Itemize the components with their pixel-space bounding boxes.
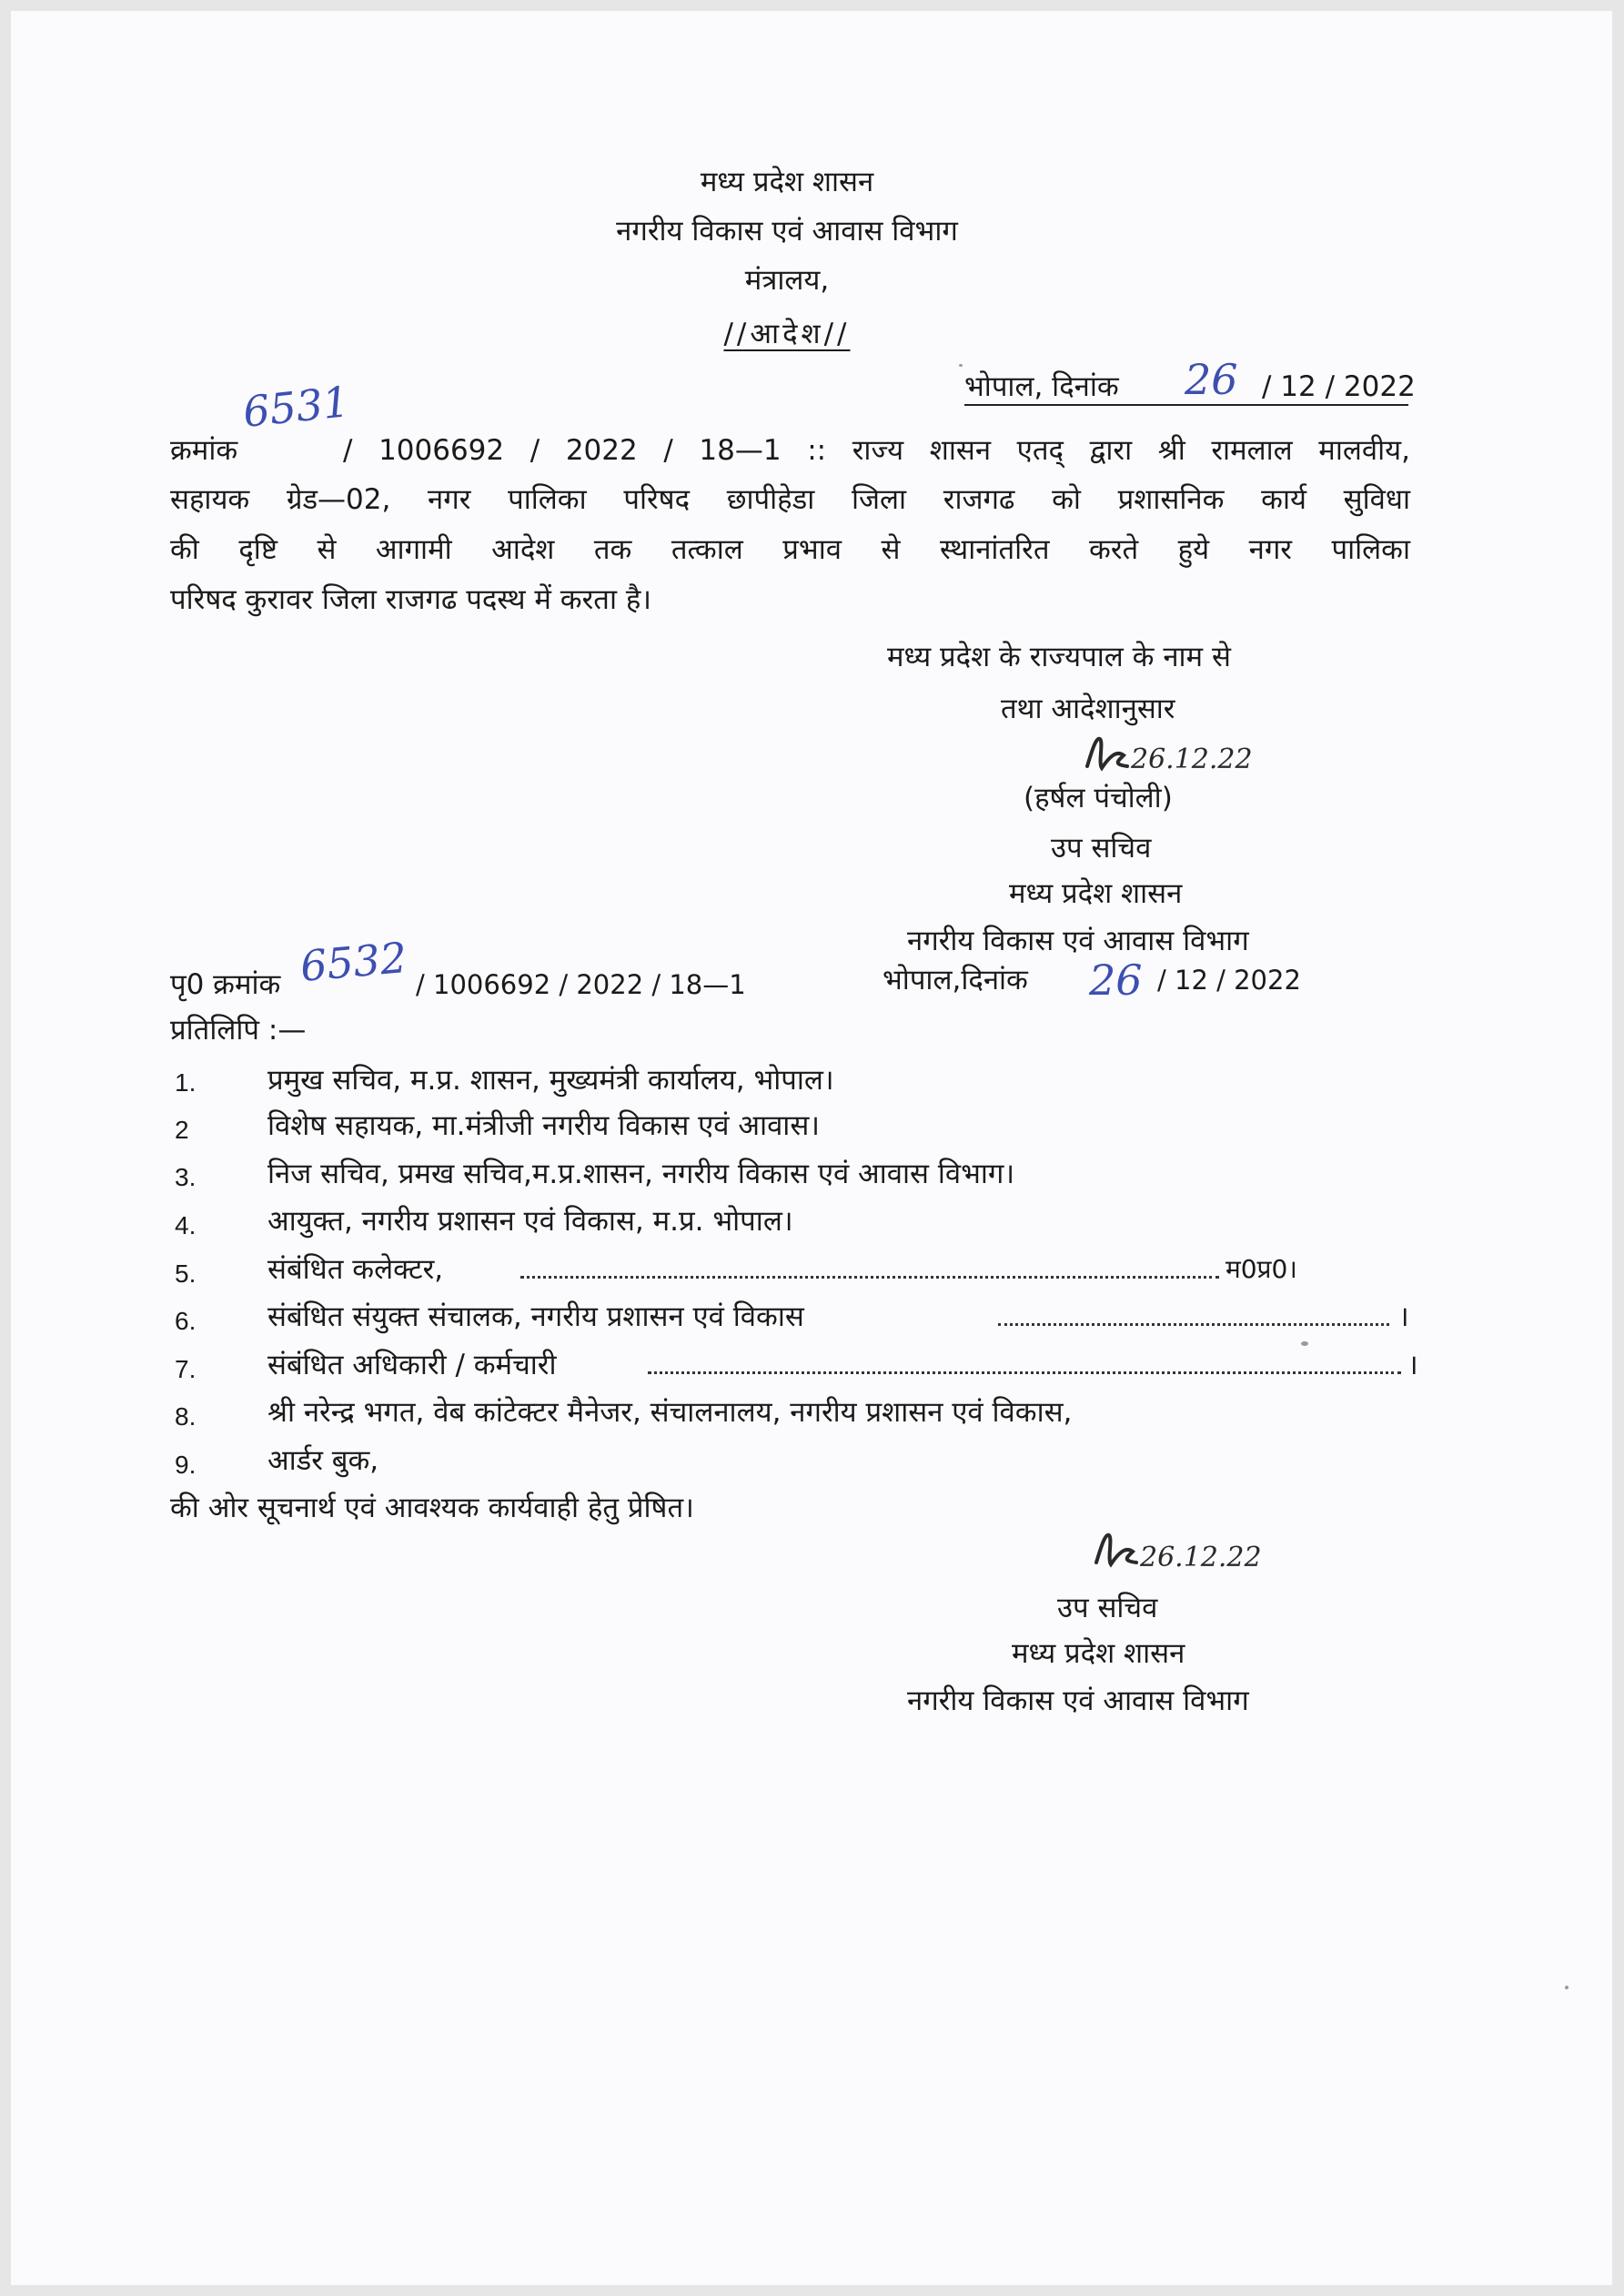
order-date-rest: / 12 / 2022 (1262, 370, 1416, 403)
footer-office: मध्य प्रदेश शासन (1012, 1637, 1185, 1670)
recipient-tail: । (1398, 1300, 1409, 1333)
recipient-text: आर्डर बुक, (267, 1444, 379, 1477)
recipient-number: 1. (175, 1068, 197, 1097)
order-number-label: क्रमांक (170, 434, 238, 467)
recipient-text: प्रमुख सचिव, म.प्र. शासन, मुख्यमंत्री कार्यालय, भोपाल। (267, 1064, 834, 1097)
endorsement-date-handwritten: 26 (1089, 956, 1143, 1005)
signatory-name: (हर्षल पंचोली) (1024, 782, 1173, 814)
order-date-handwritten: 26 (1185, 355, 1238, 404)
svg-text:26.12.22: 26.12.22 (1140, 1542, 1262, 1573)
recipient-text: विशेष सहायक, मा.मंत्रीजी नगरीय विकास एवं आवास। (267, 1109, 821, 1142)
recipient-number: 7. (175, 1355, 197, 1383)
svg-text:26.12.22: 26.12.22 (1131, 743, 1253, 775)
order-title: //आदेश// (723, 318, 851, 350)
signatory-office: मध्य प्रदेश शासन (1009, 877, 1183, 910)
authority-line: तथा आदेशानुसार (1001, 693, 1175, 725)
recipient-number: 9. (175, 1451, 197, 1479)
recipient-tail: । (1407, 1349, 1418, 1381)
order-body-line: सहायक ग्रेड—02, नगर पालिका परिषद छापीहेडा जिला राजगढ को प्रशासनिक कार्य सुविधा (170, 483, 1410, 516)
handwritten-signature (1089, 1526, 1271, 1581)
order-place-date-label: भोपाल, दिनांक (964, 370, 1119, 403)
recipient-number: 8. (175, 1402, 197, 1431)
order-body-line: की दृष्टि से आगामी आदेश तक तत्काल प्रभाव से स्थानांतरित करते हुये नगर पालिका (170, 533, 1410, 566)
recipient-number: 3. (175, 1163, 197, 1191)
endorsement-place-date-label: भोपाल,दिनांक (883, 964, 1028, 996)
document-page (11, 11, 1612, 2285)
copy-label: प्रतिलिपि :— (170, 1014, 307, 1047)
header-ministry: मंत्रालय, (744, 264, 830, 297)
closing-line: की ओर सूचनार्थ एवं आवश्यक कार्यवाही हेतु प्रेषित। (170, 1492, 694, 1524)
scan-speck (959, 364, 963, 367)
endorsement-number-handwritten: 6532 (298, 933, 409, 991)
order-body-line: परिषद कुरावर जिला राजगढ पदस्थ में करता है। (170, 583, 652, 616)
order-body-line: / 1006692 / 2022 / 18—1 :: राज्य शासन एतद् द्वारा श्री रामलाल मालवीय, (343, 434, 1410, 467)
signatory-department: नगरीय विकास एवं आवास विभाग (907, 925, 1249, 957)
dotted-fill-line (648, 1371, 1401, 1374)
endorsement-number-label: पृ0 क्रमांक (170, 968, 281, 1001)
dotted-fill-line (998, 1323, 1389, 1326)
recipient-tail: म0प्र0। (1226, 1254, 1297, 1284)
recipient-text: आयुक्त, नगरीय प्रशासन एवं विकास, म.प्र. भोपाल। (267, 1205, 793, 1238)
endorsement-number-rest: / 1006692 / 2022 / 18—1 (416, 969, 746, 1000)
dotted-fill-line (520, 1276, 1219, 1279)
recipient-text: संबंधित संयुक्त संचालक, नगरीय प्रशासन एवं विकास (267, 1300, 804, 1333)
recipient-text: श्री नरेन्द्र भगत, वेब कांटेक्टर मैनेजर, संचालनालय, नगरीय प्रशासन एवं विकास, (267, 1396, 1073, 1429)
order-number-handwritten: 6531 (240, 377, 352, 437)
date-underline (964, 404, 1408, 406)
endorsement-date-rest: / 12 / 2022 (1157, 965, 1301, 996)
scan-speck (1565, 1986, 1569, 1989)
recipient-number: 5. (175, 1259, 197, 1288)
recipient-text: निज सचिव, प्रमख सचिव,म.प्र.शासन, नगरीय विकास एवं आवास विभाग। (267, 1158, 1015, 1190)
signatory-designation: उप सचिव (1051, 832, 1152, 865)
recipient-number: 4. (175, 1211, 197, 1239)
footer-department: नगरीय विकास एवं आवास विभाग (907, 1684, 1249, 1717)
handwritten-signature (1080, 730, 1262, 784)
footer-designation: उप सचिव (1057, 1592, 1158, 1624)
header-government: मध्य प्रदेश शासन (700, 166, 874, 198)
authority-line: मध्य प्रदेश के राज्यपाल के नाम से (887, 641, 1231, 673)
recipient-text: संबंधित अधिकारी / कर्मचारी (267, 1349, 557, 1381)
recipient-number: 2 (175, 1116, 189, 1144)
header-department: नगरीय विकास एवं आवास विभाग (616, 215, 958, 248)
recipient-number: 6. (175, 1307, 197, 1335)
recipient-text: संबंधित कलेक्टर, (267, 1253, 444, 1286)
scan-speck (1301, 1341, 1308, 1346)
